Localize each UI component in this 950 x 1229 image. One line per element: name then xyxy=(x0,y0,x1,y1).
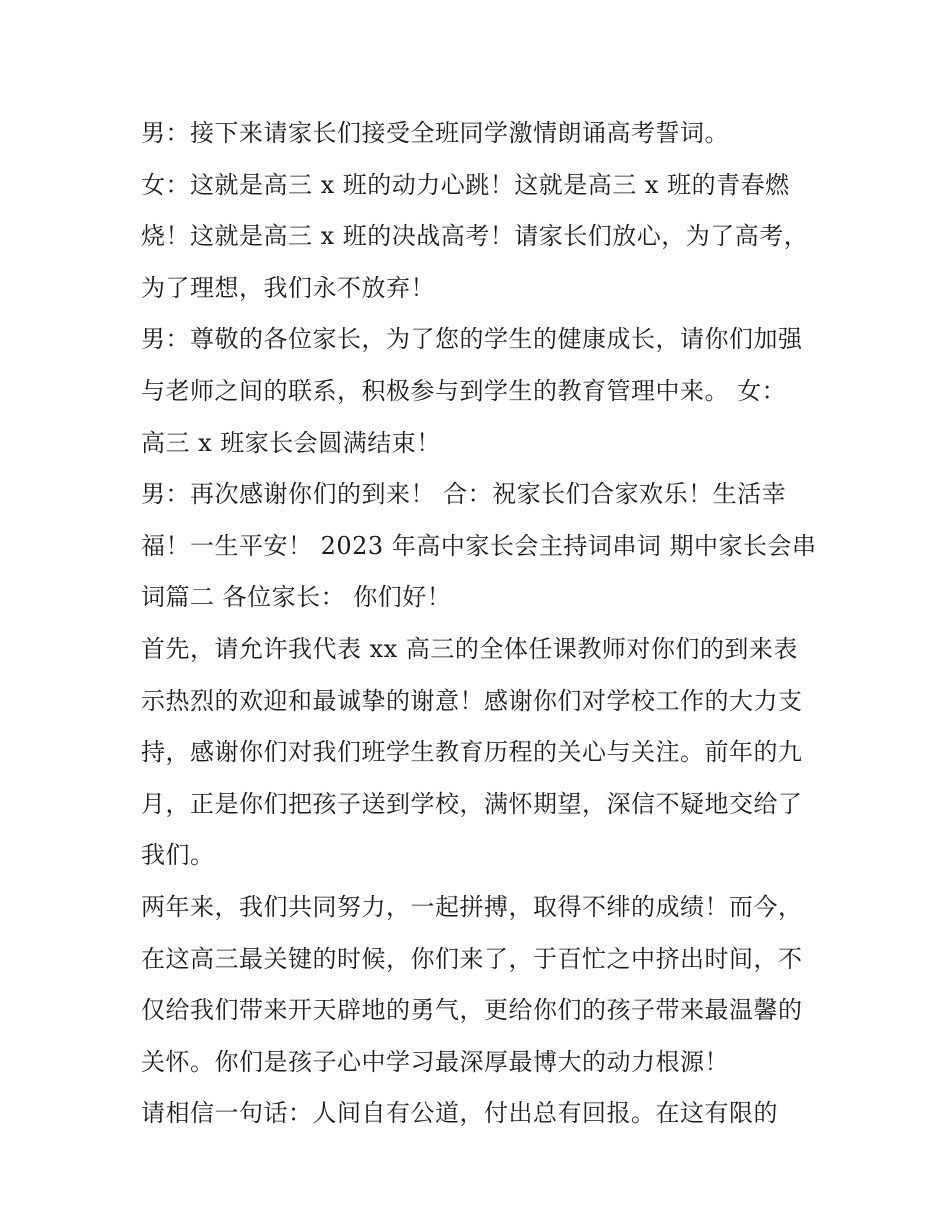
text-line: 首先，请允许我代表 xx 高三的全体任课教师对你们的到来表 xyxy=(141,634,798,663)
text-line: 男：接下来请家长们接受全班同学激情朗诵高考誓词。 xyxy=(141,119,729,147)
text-line: 词篇二 各位家长： 你们好！ xyxy=(141,583,452,612)
text-line: 在这高三最关键的时候，你们来了，于百忙之中挤出时间，不 xyxy=(141,944,803,973)
text-line: 烧！这就是高三 x 班的决战高考！请家长们放心，为了高考， xyxy=(141,222,809,251)
text-line: 我们。 xyxy=(141,841,215,870)
text-line: 女：这就是高三 x 班的动力心跳！这就是高三 x 班的青春燃 xyxy=(141,170,790,199)
text-line: 两年来，我们共同努力，一起拼搏，取得不绯的成绩！而今， xyxy=(141,892,803,921)
text-line: 示热烈的欢迎和最诚挚的谢意！感谢你们对学校工作的大力支 xyxy=(141,686,803,715)
text-line: 高三 x 班家长会圆满结束！ xyxy=(141,428,441,457)
text-line: 仅给我们带来开天辟地的勇气，更给你们的孩子带来最温馨的 xyxy=(141,996,803,1025)
text-line: 请相信一句话：人间自有公道，付出总有回报。在这有限的 xyxy=(141,1099,778,1128)
text-line: 持，感谢你们对我们班学生教育历程的关心与关注。前年的九 xyxy=(141,738,803,767)
text-line: 男：尊敬的各位家长，为了您的学生的健康成长，请你们加强 xyxy=(141,325,803,354)
text-line: 为了理想，我们永不放弃！ xyxy=(141,273,435,302)
document-body xyxy=(141,108,821,1140)
text-line: 福！一生平安！ 2023 年高中家长会主持词串词 期中家长会串 xyxy=(141,531,817,560)
text-line: 月，正是你们把孩子送到学校，满怀期望，深信不疑地交给了 xyxy=(141,789,803,818)
text-line: 关怀。你们是孩子心中学习最深厚最博大的动力根源！ xyxy=(141,1047,729,1076)
text-line: 与老师之间的联系，积极参与到学生的教育管理中来。 女： xyxy=(141,376,787,405)
text-line: 男：再次感谢你们的到来！ 合：祝家长们合家欢乐！生活幸 xyxy=(141,480,787,509)
